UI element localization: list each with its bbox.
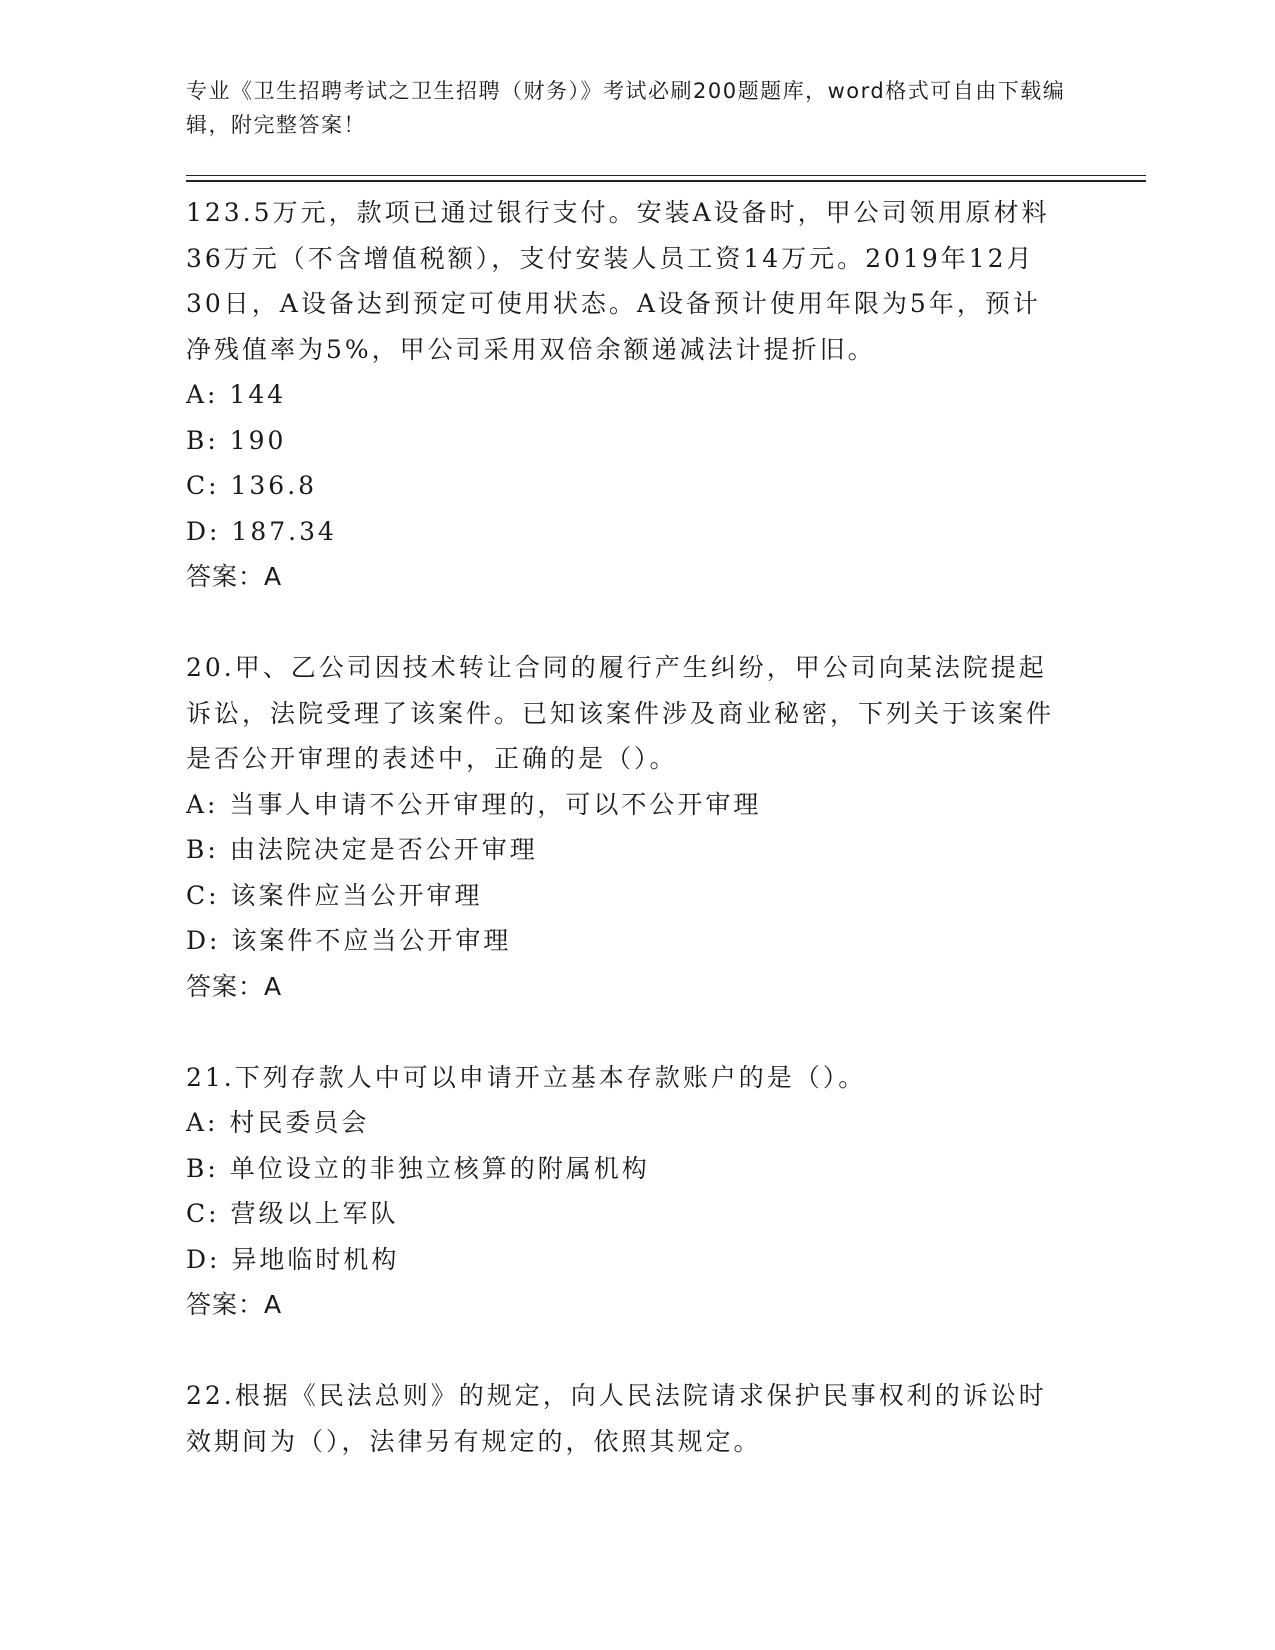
answer-line: 答案：A xyxy=(186,1290,283,1319)
option-b: B: 由法院决定是否公开审理 xyxy=(186,835,538,864)
option-d: D: 该案件不应当公开审理 xyxy=(186,926,512,955)
document-header: 专业《卫生招聘考试之卫生招聘（财务）》考试必刷200题题库，word格式可自由下载编辑，附完整答案！ xyxy=(186,79,1066,137)
option-d: D: 187.34 xyxy=(186,516,337,546)
question-block-continued xyxy=(186,190,1066,600)
option-b: B: 190 xyxy=(186,425,287,455)
option-d: D: 异地临时机构 xyxy=(186,1244,400,1274)
option-a: A: 当事人申请不公开审理的，可以不公开审理 xyxy=(186,789,762,819)
spacer xyxy=(186,1009,1066,1055)
option-b: B: 单位设立的非独立核算的附属机构 xyxy=(186,1153,650,1183)
question-block-21 xyxy=(186,1055,1066,1328)
spacer xyxy=(186,600,1066,646)
option-c: C: 该案件应当公开审理 xyxy=(186,880,483,910)
question-stem: 22.根据《民法总则》的规定，向人民法院请求保护民事权利的诉讼时效期间为（），法律另有规定的，依照其规定。 xyxy=(186,1381,1047,1456)
question-stem: 20.甲、乙公司因技术转让合同的履行产生纠纷，甲公司向某法院提起诉讼，法院受理了该案件。已知该案件涉及商业秘密，下列关于该案件是否公开审理的表述中，正确的是（）。 xyxy=(186,653,1055,773)
spacer xyxy=(186,1328,1066,1374)
option-a: A: 村民委员会 xyxy=(186,1108,370,1137)
question-block-22 xyxy=(186,1373,1066,1464)
option-a: A: 144 xyxy=(186,380,287,409)
document-body xyxy=(186,190,1066,1464)
question-stem: 123.5万元，款项已通过银行支付。安装A设备时，甲公司领用原材料36万元（不含增值税额），支付安装人员工资14万元。2019年12月30日，A设备达到预定可使用状态。A设备预计使用年限为5年，预计净残值率为5%，甲公司采用双倍余额递减法计提折旧。 xyxy=(186,198,1050,364)
question-block-20 xyxy=(186,645,1066,1009)
header-rule-thin xyxy=(186,175,1146,176)
header-rule-thick xyxy=(186,180,1146,182)
answer-line: 答案：A xyxy=(186,971,283,1001)
question-stem: 21.下列存款人中可以申请开立基本存款账户的是（）。 xyxy=(186,1062,867,1092)
option-c: C: 136.8 xyxy=(186,471,318,500)
answer-line: 答案：A xyxy=(186,562,283,591)
option-c: C: 营级以上军队 xyxy=(186,1199,399,1228)
